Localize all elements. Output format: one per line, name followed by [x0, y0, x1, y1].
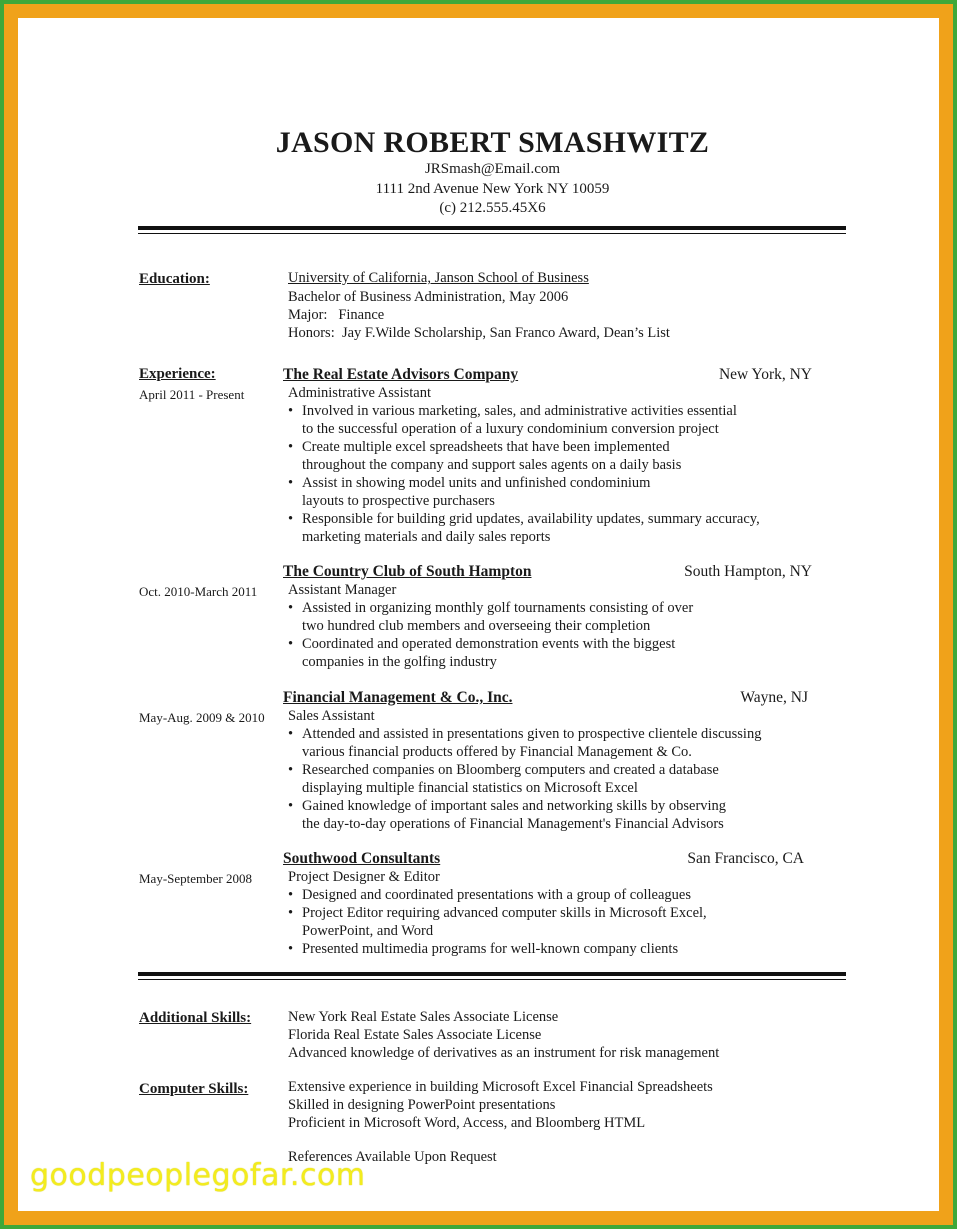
- bullet-dot: •: [288, 636, 294, 652]
- job-bullet-continuation: two hundred club members and overseeing their completion: [302, 618, 651, 634]
- job-bullet-continuation: marketing materials and daily sales reports: [302, 529, 551, 545]
- computer-skills-label: Computer Skills:: [139, 1081, 249, 1097]
- contact-email: JRSmash@Email.com: [424, 161, 561, 177]
- bullet-dot: •: [288, 762, 294, 778]
- job-dates: May-September 2008: [139, 871, 253, 886]
- job-role: Assistant Manager: [288, 582, 397, 598]
- job-bullet: [288, 439, 670, 456]
- bullet-dot: •: [288, 475, 294, 491]
- education-degree: Bachelor of Business Administration, May 2006: [288, 289, 569, 305]
- job-company: Southwood Consultants: [283, 850, 441, 867]
- computer-skill: Extensive experience in building Microsoft Excel Financial Spreadsheets: [288, 1079, 713, 1095]
- job-bullet: [288, 475, 650, 492]
- bullet-text: Assist in showing model units and unfinished condominium: [302, 475, 651, 491]
- education-school: University of California, Janson School of Business: [288, 270, 589, 286]
- job-bullet: [288, 798, 726, 815]
- resume-name: JASON ROBERT SMASHWITZ: [275, 126, 710, 159]
- bullet-dot: •: [288, 941, 294, 957]
- job-role: Project Designer & Editor: [288, 869, 440, 885]
- bullet-dot: •: [288, 887, 294, 903]
- additional-skill: New York Real Estate Sales Associate License: [288, 1009, 559, 1025]
- education-honors: Honors: Jay F.Wilde Scholarship, San Franco Award, Dean’s List: [288, 325, 670, 341]
- bullet-text: Project Editor requiring advanced computer skills in Microsoft Excel,: [302, 905, 707, 921]
- job-location: New York, NY: [718, 366, 812, 383]
- additional-skills-label: Additional Skills:: [139, 1010, 252, 1026]
- job-bullet-continuation: layouts to prospective purchasers: [302, 493, 495, 509]
- job-bullet-continuation: displaying multiple financial statistics on Microsoft Excel: [302, 780, 638, 796]
- job-dates: Oct. 2010-March 2011: [139, 584, 258, 599]
- section-rule-thin: [138, 979, 846, 980]
- references-note: References Available Upon Request: [288, 1149, 497, 1165]
- job-bullet: [288, 600, 693, 617]
- watermark-text: goodpeoplegofar.com: [30, 1158, 366, 1193]
- bullet-text: Involved in various marketing, sales, and administrative activities essential: [302, 403, 737, 419]
- education-major: Major: Finance: [288, 307, 385, 323]
- job-bullet-continuation: various financial products offered by Financial Management & Co.: [302, 744, 692, 760]
- bullet-text: Coordinated and operated demonstration events with the biggest: [302, 636, 676, 652]
- bullet-dot: •: [288, 403, 294, 419]
- bullet-dot: •: [288, 798, 294, 814]
- job-bullet: [288, 636, 675, 653]
- bullet-text: Attended and assisted in presentations given to prospective clientele discussing: [302, 726, 762, 742]
- job-bullet: [288, 887, 691, 904]
- job-bullet: [288, 403, 737, 420]
- additional-skill: Florida Real Estate Sales Associate License: [288, 1027, 542, 1043]
- bullet-dot: •: [288, 726, 294, 742]
- computer-skill: Proficient in Microsoft Word, Access, and Bloomberg HTML: [288, 1115, 646, 1131]
- bullet-text: Create multiple excel spreadsheets that have been implemented: [302, 439, 670, 455]
- job-bullet-continuation: companies in the golfing industry: [302, 654, 497, 670]
- job-bullet: [288, 511, 760, 528]
- bullet-text: Researched companies on Bloomberg computers and created a database: [302, 762, 719, 778]
- bullet-dot: •: [288, 439, 294, 455]
- bullet-text: Presented multimedia programs for well-known company clients: [302, 941, 679, 957]
- header-rule-thick: [138, 226, 846, 230]
- job-bullet-continuation: PowerPoint, and Word: [302, 923, 434, 939]
- bullet-text: Gained knowledge of important sales and networking skills by observing: [302, 798, 727, 814]
- job-bullet: [288, 941, 678, 958]
- job-role: Sales Assistant: [288, 708, 375, 724]
- bullet-dot: •: [288, 905, 294, 921]
- job-bullet: [288, 762, 719, 779]
- job-bullet-continuation: the day-to-day operations of Financial Management's Financial Advisors: [302, 816, 724, 832]
- job-company: The Country Club of South Hampton: [283, 563, 532, 580]
- job-bullet-continuation: throughout the company and support sales agents on a daily basis: [302, 457, 682, 473]
- experience-label: Experience:: [139, 366, 216, 382]
- bullet-text: Designed and coordinated presentations with a group of colleagues: [302, 887, 691, 903]
- section-rule-thick: [138, 972, 846, 976]
- job-dates: May-Aug. 2009 & 2010: [139, 710, 265, 725]
- job-role: Administrative Assistant: [288, 385, 431, 401]
- job-bullet: [288, 726, 761, 743]
- job-location: Wayne, NJ: [740, 689, 808, 706]
- job-bullet: [288, 905, 707, 922]
- bullet-text: Assisted in organizing monthly golf tournaments consisting of over: [302, 600, 694, 616]
- education-label: Education:: [139, 271, 210, 287]
- header-rule-thin: [138, 233, 846, 234]
- contact-address: 1111 2nd Avenue New York NY 10059: [375, 181, 610, 197]
- bullet-dot: •: [288, 600, 294, 616]
- resume-page: [4, 4, 953, 1225]
- contact-phone: (c) 212.555.45X6: [439, 200, 546, 216]
- job-bullet-continuation: to the successful operation of a luxury condominium conversion project: [302, 421, 719, 437]
- bullet-text: Responsible for building grid updates, availability updates, summary accuracy,: [302, 511, 760, 527]
- job-dates: April 2011 - Present: [139, 387, 245, 402]
- job-location: South Hampton, NY: [684, 563, 812, 580]
- job-company: Financial Management & Co., Inc.: [283, 689, 513, 706]
- bullet-dot: •: [288, 511, 294, 527]
- computer-skill: Skilled in designing PowerPoint presentations: [288, 1097, 556, 1113]
- additional-skill: Advanced knowledge of derivatives as an instrument for risk management: [288, 1045, 720, 1061]
- job-location: San Francisco, CA: [687, 850, 804, 867]
- job-company: The Real Estate Advisors Company: [283, 366, 519, 383]
